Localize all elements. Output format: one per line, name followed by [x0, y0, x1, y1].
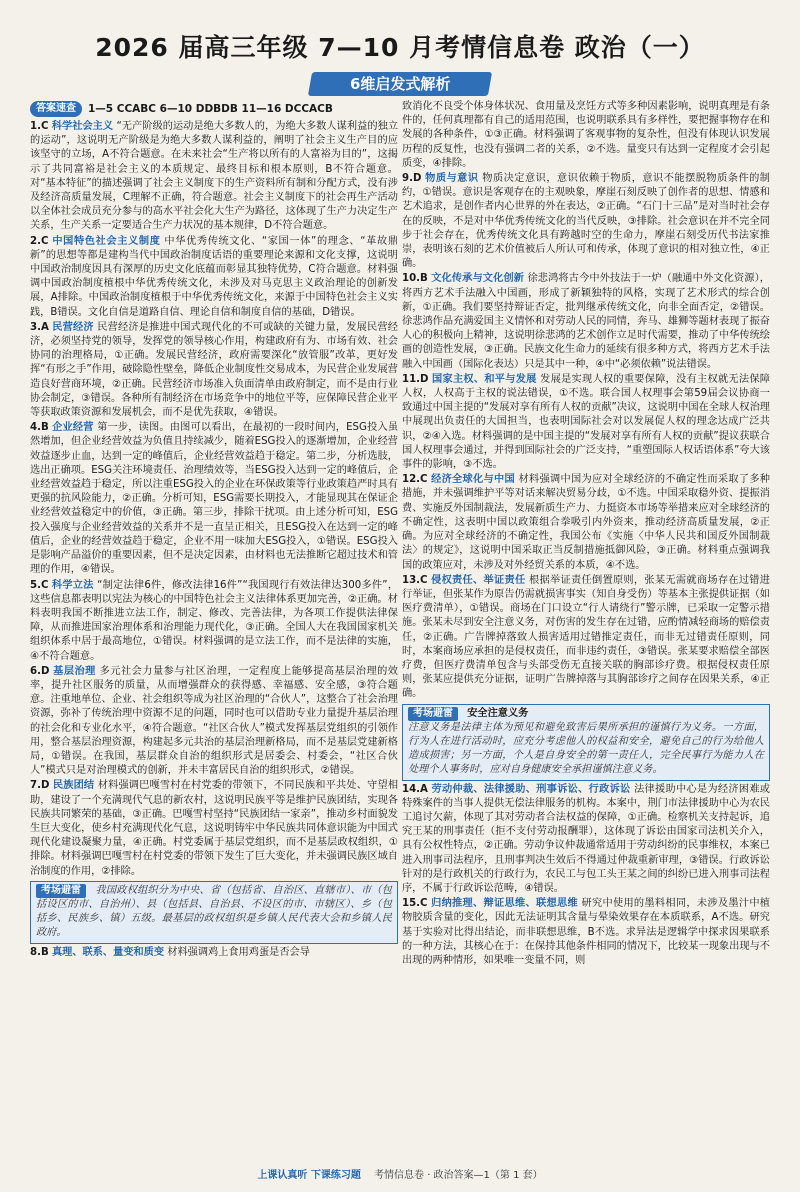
item-keyword: 文化传承与文化创新 [431, 273, 525, 285]
item-number: 14.A [402, 783, 428, 795]
answer-key-label: 答案速查 [30, 101, 82, 117]
analysis-item [402, 574, 770, 702]
analysis-item [30, 120, 398, 234]
item-keyword: 基层治理 [53, 665, 96, 677]
item-number: 12.C [402, 474, 428, 486]
analysis-item [402, 473, 770, 572]
item-keyword: 真理、联系、量变和质变 [51, 946, 165, 958]
item-number: 10.B [402, 273, 428, 285]
right-items [402, 172, 770, 702]
analysis-item [30, 946, 398, 960]
exam-tip-text: 我国政权组织分为中央、省（包括省、自治区、直辖市）、市（包括设区的市、自治州）、县（包括县、自治县、不设区的市、市辖区）、乡（包括乡、民族乡、镇）五级。最基层的政权组织是乡镇人民代表大会和乡镇人民政府。 [36, 884, 392, 939]
item-number: 7.D [30, 780, 50, 792]
item-number: 4.B [30, 422, 49, 434]
analysis-item [30, 321, 398, 420]
item-number: 3.A [30, 321, 49, 333]
analysis-item [30, 235, 398, 320]
item-text: 法律援助中心是为经济困难或特殊案件的当事人提供无偿法律服务的机构。本案中，荆门市法律援助中心为农民工追讨欠薪，体现了其对劳动者合法权益的保障，①正确。检察机关支持起诉，追究王某的刑事责任（拒不支付劳动报酬罪），这体现了诉讼由国家司法机关介入，具有公权性特点，②正确。劳动争议仲裁通常适用于劳动纠纷的民事维权，本案已进入刑事司法程序，且刑事判决生效后不得通过仲裁重新审理，③错误。行政诉讼针对的是行政机关的行政行为，农民工与包工头王某之间的纠纷已进入刑事司法程序，不属于行政诉讼范畴，④错误。 [402, 783, 770, 894]
analysis-banner-label: 6维启发式解析 [349, 75, 451, 93]
item-text: 中华优秀传统文化、“家国一体”的理念、“革故鼎新”的思想等都是建构当代中国政治制度话语的重要理论来源和文化支撑，这说明中国政治制度因具有深厚的历史文化底蕴而彰显其独特优势，C符合题意。材料强调中国政治制度植根中华优秀传统文化，未涉及对马克思主义政治理论的创新发展，A排除。中国政治制度植根于中华优秀传统文化，来源于中国特色社会主义实践，B错误。文化自信是道路自信、理论自信和制度自信的基础，D错误。 [30, 235, 398, 318]
item-number: 6.D [30, 665, 50, 677]
analysis-item [402, 897, 770, 968]
item-keyword: 国家主权、和平与发展 [432, 373, 537, 385]
analysis-item [30, 665, 398, 779]
exam-tip-title: 安全注意义务 [467, 707, 529, 719]
right-items-2 [402, 783, 770, 969]
item-text: 材料强调鸡上食用鸡蛋是否会导 [167, 946, 310, 958]
answer-key-values: 1—5 CCABC 6—10 DDBDB 11—16 DCCACB [88, 102, 333, 115]
item-keyword: 民营经济 [52, 321, 94, 333]
analysis-item [30, 579, 398, 664]
item-text: 根据举证责任倒置原则，张某无需就商场存在过错进行举证，但张某作为原告仍需就损害事实（知自身受伤）等基本主张提供证据（如医疗费清单），①错误。商场在门口设立“行人请绕行”警示牌，已采取一定警示措施。张某未尽到安全注意义务，对伤害的发生存在过错，应酌情减轻商场的赔偿责任，②正确。广告牌掉落致人损害适用过错推定责任，而非无过错责任原则，同时，本案商场应承担的是侵权责任，而非违约责任，③错误。张某要求赔偿全部医疗费，但医疗费清单包含与头部受伤无直接关联的胸部诊疗费。根据侵权责任原则，张某应提供充分证据，证明广告牌掉落与其胸部诊疗之间存在因果关系，④正确。 [402, 574, 770, 700]
analysis-item [402, 272, 770, 371]
continued-text: 致消化不良受个体身体状况、食用量及烹饪方式等多种因素影响，说明真理是有条件的，任何真理都有自己的适用范围，也说明联系具有多样性，要把握事物存在和发展的各种条件，①③正确。材料强调了客观事物的复杂性，但没有体现认识发展历程的反复性，也没有强调二者的关系，②不选。量变只有达到一定程度才会引起质变，④排除。 [402, 101, 770, 169]
analysis-item [30, 779, 398, 878]
publisher-logo: 上课认真听 下课练习题 [257, 1170, 361, 1181]
item-text: 第一步，读图。由图可以看出，在最初的一段时间内，ESG投入虽然增加，但企业经营效益为负值且持续减少，随着ESG投入的逐渐增加，企业经营效益逐步止血，达到一定的峰值后，企业经营效益趋于稳定。第二步，分析选肢，选出正确项。ESG关注环境责任、治理绩效等，当ESG投入达到一定的峰值后，企业经营效益趋于稳定，所以注重ESG投入的企业在环保政策等行业政策趋严时具有更强的抗风险能力，②正确。分析可知，ESG需要长期投入，才能显现其在保证企业经营效益稳定中的价值，③正确。第三步，排除干扰项。由上述分析可知，ESG投入强度与企业经营效益的关系并不是一直呈正相关，且ESG投入在达到一定的峰值后，企业的经营效益趋于稳定，企业不用一味加大ESG投入，①错误。ESG投入是影响产品溢价的重要因素，但不是决定因素，由材料也无法推断它超过技术和管理的作用，④错误。 [30, 422, 398, 576]
item-number: 9.D [402, 173, 422, 185]
analysis-item [402, 783, 770, 897]
item-number: 13.C [402, 574, 428, 586]
answer-key [30, 100, 398, 118]
item-text: 民营经济是推进中国式现代化的不可或缺的关键力量，发展民营经济，必须坚持党的领导，发挥党的领导核心作用，构建政府有为、市场有效、社会协同的治理格局，①正确。发展民营经济，政府需要深化“放管服”改革，更好发挥“有形之手”作用，破除隐性壁垒，降低企业制度性交易成本，为民营企业发展营造良好营商环境，②正确。民营经济市场准入负面清单由政府制定，而不是由行业协会制定，③错误。各种所有制经济在市场竞争中的地位平等，应保障民营企业平等获取政策资源和发展机会，而不是优先获取，④错误。 [30, 321, 398, 419]
footer-text: 考情信息卷 · 政治答案—1（第 1 套） [374, 1170, 543, 1181]
right-column [402, 100, 770, 1160]
item-keyword: 中国特色社会主义制度 [52, 235, 161, 247]
left-items [30, 120, 398, 879]
item-keyword: 物质与意识 [425, 173, 479, 185]
item-number: 15.C [402, 898, 428, 910]
exam-tip-text: 注意义务是法律主体为预见和避免致害后果所承担的谨慎行为义务。一方面，行为人在进行活动时，应充分考虑他人的权益和安全，避免自己的行为给他人造成损害；另一方面，个人是自身安全的第一责任人，完全民事行为能力人在处理个人事务时，应对自身健康安全承担谨慎注意义务。 [408, 721, 764, 776]
item-number: 2.C [30, 235, 49, 247]
exam-tip-badge: 考场避雷 [36, 884, 86, 898]
analysis-item [402, 172, 770, 271]
item-keyword: 归纳推理、辩证思维、联想思维 [431, 898, 578, 910]
item-keyword: 侵权责任、举证责任 [431, 574, 526, 586]
item-text: “无产阶级的运动是绝大多数人的，为绝大多数人谋利益的独立的运动”，这说明无产阶级是为绝大多数人谋利益的，阐明了社会主义生产目的应该坚守的立场，A不符合题意。在未来社会“生产将以所有的人富裕为目的”，这揭示了共同富裕是社会主义的本质规定、最终目标和根本原则，B不符合题意。对“基本特征”的描述强调了社会主义制度下的生产资料所有制和分配方式，没有涉及经济高质量发展，C理解不正确，符合题意。社会主义制度下的社会再生产活动以全体社会成员充分参与的高水平社会化大生产为路径，这体现了生产力决定生产关系，生产关系一定要适合生产力状况的基本规律，D不符合题意。 [30, 121, 398, 232]
item-text: 多元社会力量参与社区治理，一定程度上能够提高基层治理的效率，提升社区服务的质量，从而增强群众的获得感、幸福感、安全感，③符合题意。注重地单位、企业、社会组织等成为社区治理的“合伙人”，这整合了社会治理资源，弥补了传统治理中资源不足的问题，同时也可以借助专业力量提升基层治理的社会化和专业化水平，④符合题意。“社区合伙人”模式发挥基层党组织的引领作用，整合基层治理资源，构建起多元共治的基层治理新格局，而不是基层党建新格局，①错误。在我国，基层群众自治的组织形式是居委会、村委会，“社区合伙人”模式只是对治理模式的创新，并未丰富居民自治的组织形式，②错误。 [30, 665, 398, 777]
item-text: 材料强调中国为应对全球经济的不确定性而采取了多种措施，并未强调维护平等对话来解决贸易分歧，①不选。中国采取稳外资、提振消费、实施反外国制裁法，发展新质生产力、力挺资本市场等举措来应对全球经济的不确定性，这表明中国以政策组合拳吸引内外资来，推动经济高质量发展，②正确。为应对全球经济的不确定性，我国公布《实施〈中华人民共和国反外国制裁法〉的规定》，这说明中国采取正当反制措施抵御风险，③正确。材料重点强调我国的政策应对，未涉及对外经贸关系的本质，④不选。 [402, 474, 770, 571]
item-number: 1.C [30, 121, 49, 132]
item-keyword: 民族团结 [52, 780, 95, 792]
exam-tip-box-1 [30, 881, 398, 944]
item-keyword: 科学社会主义 [51, 121, 114, 132]
analysis-item [402, 373, 770, 472]
item-text: 发展是实现人权的重要保障，没有主权就无法保障人权，人权高于主权的说法错误，①不选。联合国人权理事会第59届会议协商一致通过中国主提的“发展对享有所有人权的贡献”决议，这说明中国在全球人权治理中展现出负责任的大国担当，也表明国际社会对以发展促人权的理念达成广泛共识，②④入选。材料强调的是中国主提的“发展对享有所有人权的贡献”提议获联合国人权理事会通过，并得到国际社会的广泛支持，“重塑国际人权话语体系”夸大该事件的影响，③不选。 [402, 373, 770, 471]
item-number: 11.D [402, 373, 429, 385]
analysis-banner [308, 72, 492, 96]
item-text: 材料强调巴嘎雪村在村党委的带领下，不同民族和平共处、守望相助，建设了一个充满现代气息的新农村，这说明民族平等是维护民族团结，实现各民族共同繁荣的基础，③正确。巴嘎雪村坚持“民族团结一家亲”，推动乡村面貌发生巨大变化，使乡村充满现代化气息，这说明铸牢中华民族共同体意识能为中国式现代化建设凝聚力量，④正确。村党委属于基层党组织，而不是基层政权组织，①排除。材料强调巴嘎雪村在村党委的带领下发生了巨大变化，并未强调民族区域自治制度的作用，②排除。 [30, 780, 398, 877]
item-keyword: 企业经营 [52, 422, 94, 434]
page-footer [0, 1166, 800, 1181]
item-keyword: 劳动仲裁、法律援助、刑事诉讼、行政诉讼 [431, 783, 631, 795]
item-keyword: 经济全球化与中国 [431, 474, 515, 486]
item-number: 5.C [30, 579, 49, 591]
item-text: 物质决定意识，意识依赖于物质，意识不能摆脱物质条件的制约，①错误。意识是客观存在的主观映象，摩崖石刻反映了创作者的思想、情感和艺术追求，是创作者内心世界的外在表达，②正确。“石门十三品”是对当时社会存在的反映，不是对中华优秀传统文化的当代反映，③排除。社会意识在并不完全同步于社会存在，优秀传统文化具有跨越时空的生命力，摩崖石刻受历代书法家推崇，表明该石刻的艺术价值被后人所认可和传承，体现了意识的相对独立性，④正确。 [402, 173, 770, 270]
item-text: “制定法律6件，修改法律16件”“我国现行有效法律达300多件”，这些信息都表明以宪法为核心的中国特色社会主义法律体系更加完善，②正确。材料表明我国不断推进立法工作，制定、修改、完善法律，为各项工作提供法律保障，从而推进国家治理体系和治理能力现代化，③正确。全国人大在我国国家机关组织体系中居于最高地位，①错误。材料强调的是立法工作，而不是法律的实施，④不符合题意。 [30, 579, 398, 662]
item-text: 徐悲鸿将古今中外技法于一炉（融通中外文化资源），将西方艺术手法融入中国画，形成了新颖独特的风格，实现了艺术形式的综合创新，①正确。我们要坚持辩证否定，批判继承传统文化，向非全面否定，②错误。徐悲鸿作品充满爱国主义情怀和对劳动人民的同情，奔马、雄狮等题材表现了振奋人心的积极向上精神，这说明徐悲鸿的艺术创作立足时代需要，推动了中华传统绘画的创造性发展，③正确。民族文化生命力的延续有很多种方式，将西方艺术手法融入中国画（国际化表达）只是其中一种，④中“必须依赖”说法错误。 [402, 273, 770, 370]
exam-tip-box-2 [402, 704, 770, 781]
item-text: 研究中使用的墨料相同，未涉及墨汁中植物胶质含量的变化，因此无法证明其含量与晕染效果存在本质联系，A不选。研究基于实验对比得出结论，而非联想思维，B不选。求异法是逻辑学中探求因果联系的一种方法，其核心在于：在保持其他条件相同的情况下，比较某一现象出现与不出现的两种情形，如果唯一变量不同，则 [402, 898, 770, 966]
analysis-item [30, 421, 398, 577]
item-number: 8.B [30, 946, 49, 958]
left-column [30, 100, 398, 1160]
item-keyword: 科学立法 [51, 579, 94, 591]
page-title: 2026 届高三年级 7—10 月考情信息卷 政治（一） [95, 33, 705, 62]
exam-tip-badge: 考场避雷 [408, 707, 458, 721]
